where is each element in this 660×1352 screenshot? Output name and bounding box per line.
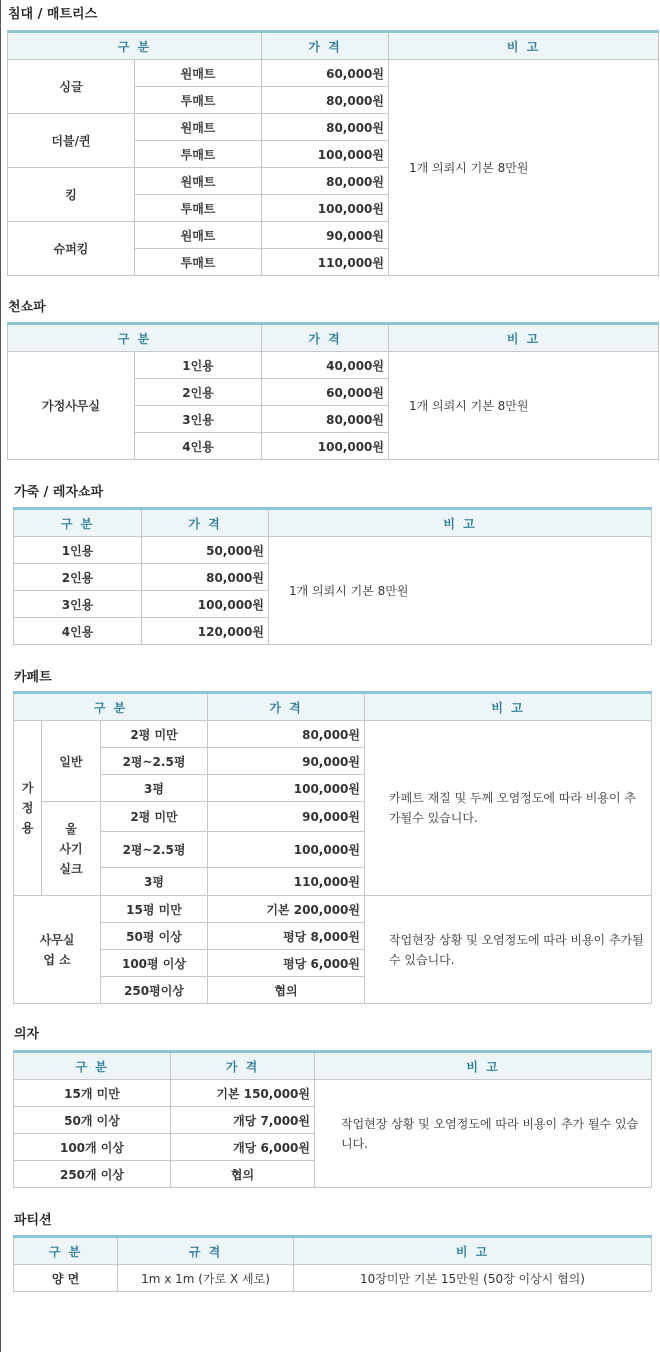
bed-sub: 투매트 [135,195,262,222]
bed-header-category: 구 분 [8,32,262,60]
fabric-sofa-sub: 1인용 [135,352,262,379]
carpet-header-price: 가 격 [208,693,365,721]
bed-sub: 원매트 [135,222,262,249]
fabric-sofa-sub: 4인용 [135,433,262,460]
fabric-sofa-section-title: 천쇼파 [8,300,46,315]
chair-price: 개당 6,000원 [171,1134,315,1161]
bed-price: 90,000원 [262,222,389,249]
partition-section-title: 파티션 [14,1213,52,1228]
carpet-size: 2평 미만 [101,721,208,748]
carpet-size: 15평 미만 [101,896,208,923]
fabric-sofa-sub: 3인용 [135,406,262,433]
carpet-size: 2평~2.5평 [101,832,208,868]
partition-price-table [13,1235,652,1292]
carpet-section-title: 카페트 [14,670,52,685]
carpet-general-label: 일반 [42,721,101,802]
carpet-header-note: 비 고 [365,693,652,721]
chair-sub: 100개 이상 [14,1134,171,1161]
chair-price: 개당 7,000원 [171,1107,315,1134]
bed-price: 110,000원 [262,249,389,276]
leather-sofa-price-table [13,507,652,645]
leather-sofa-price: 120,000원 [142,618,269,645]
bed-sub: 투매트 [135,249,262,276]
chair-header-note: 비 고 [315,1052,652,1080]
carpet-price: 110,000원 [208,868,365,896]
left-border-line [0,0,1,1352]
partition-header-spec: 규 격 [118,1237,294,1265]
bed-type-super-king: 슈퍼킹 [8,222,135,276]
fabric-sofa-note: 1개 의뢰시 기본 8만원 [389,352,659,460]
fabric-sofa-price-table [7,322,659,460]
fabric-sofa-price: 40,000원 [262,352,389,379]
carpet-home-label: 가 정 용 [14,721,42,896]
carpet-size: 2평 미만 [101,802,208,832]
chair-section-title: 의자 [14,1027,40,1042]
chair-price: 협의 [171,1161,315,1188]
leather-sofa-header-price: 가 격 [142,509,269,537]
bed-header-note: 비 고 [389,32,659,60]
bed-type-single: 싱글 [8,60,135,114]
bed-price: 100,000원 [262,141,389,168]
carpet-price: 80,000원 [208,721,365,748]
partition-type: 양 면 [14,1265,118,1292]
chair-sub: 50개 이상 [14,1107,171,1134]
carpet-size: 3평 [101,868,208,896]
bed-sub: 원매트 [135,60,262,87]
bed-header-price: 가 격 [262,32,389,60]
leather-sofa-price: 50,000원 [142,537,269,564]
leather-sofa-header-note: 비 고 [269,509,652,537]
partition-header-note: 비 고 [294,1237,652,1265]
bed-sub: 투매트 [135,87,262,114]
leather-sofa-sub: 3인용 [14,591,142,618]
bed-sub: 투매트 [135,141,262,168]
bed-price: 80,000원 [262,168,389,195]
carpet-office-label: 사무실 업 소 [14,896,101,1004]
chair-price-table [13,1050,652,1188]
bed-section-title: 침대 / 매트리스 [8,7,98,22]
partition-spec: 1m x 1m (가로 X 세로) [118,1265,294,1292]
bed-note: 1개 의뢰시 기본 8만원 [389,60,659,276]
carpet-price: 100,000원 [208,832,365,868]
fabric-sofa-price: 60,000원 [262,379,389,406]
fabric-sofa-group-home-office: 가정사무실 [8,352,135,460]
bed-price: 80,000원 [262,87,389,114]
carpet-size: 100평 이상 [101,950,208,977]
fabric-sofa-price: 80,000원 [262,406,389,433]
partition-note: 10장미만 기본 15만원 (50장 이상시 협의) [294,1265,652,1292]
partition-header-category: 구 분 [14,1237,118,1265]
carpet-header-category: 구 분 [14,693,208,721]
leather-sofa-price: 100,000원 [142,591,269,618]
bed-sub: 원매트 [135,168,262,195]
fabric-sofa-sub: 2인용 [135,379,262,406]
chair-header-category: 구 분 [14,1052,171,1080]
bed-type-double-queen: 더블/퀸 [8,114,135,168]
bed-sub: 원매트 [135,114,262,141]
leather-sofa-sub: 1인용 [14,537,142,564]
carpet-price: 평당 6,000원 [208,950,365,977]
chair-sub: 250개 이상 [14,1161,171,1188]
chair-header-price: 가 격 [171,1052,315,1080]
carpet-size: 2평~2.5평 [101,748,208,775]
carpet-price: 평당 8,000원 [208,923,365,950]
carpet-price: 기본 200,000원 [208,896,365,923]
carpet-price: 90,000원 [208,802,365,832]
carpet-home-note: 카페트 재질 및 두께 오염정도에 따라 비용이 추가될수 있습니다. [365,721,652,896]
fabric-sofa-price: 100,000원 [262,433,389,460]
chair-price: 기본 150,000원 [171,1080,315,1107]
bed-price: 60,000원 [262,60,389,87]
carpet-size: 3평 [101,775,208,802]
leather-sofa-note: 1개 의뢰시 기본 8만원 [269,537,652,645]
chair-sub: 15개 미만 [14,1080,171,1107]
leather-sofa-price: 80,000원 [142,564,269,591]
carpet-price-table [13,691,652,1004]
leather-sofa-sub: 4인용 [14,618,142,645]
fabric-sofa-header-note: 비 고 [389,324,659,352]
chair-note: 작업현장 상황 및 오염정도에 따라 비용이 추가 될수 있습니다. [315,1080,652,1188]
bed-price: 100,000원 [262,195,389,222]
carpet-size: 50평 이상 [101,923,208,950]
leather-sofa-sub: 2인용 [14,564,142,591]
fabric-sofa-header-price: 가 격 [262,324,389,352]
bed-price: 80,000원 [262,114,389,141]
fabric-sofa-header-category: 구 분 [8,324,262,352]
carpet-price: 90,000원 [208,748,365,775]
leather-sofa-header-category: 구 분 [14,509,142,537]
leather-sofa-section-title: 가죽 / 레자쇼파 [14,485,104,500]
carpet-price: 협의 [208,977,365,1004]
carpet-office-note: 작업현장 상황 및 오염정도에 따라 비용이 추가될수 있습니다. [365,896,652,1004]
carpet-size: 250평이상 [101,977,208,1004]
carpet-price: 100,000원 [208,775,365,802]
carpet-wool-silk-label: 울 사기 실크 [42,802,101,896]
bed-price-table [7,30,659,276]
bed-type-king: 킹 [8,168,135,222]
